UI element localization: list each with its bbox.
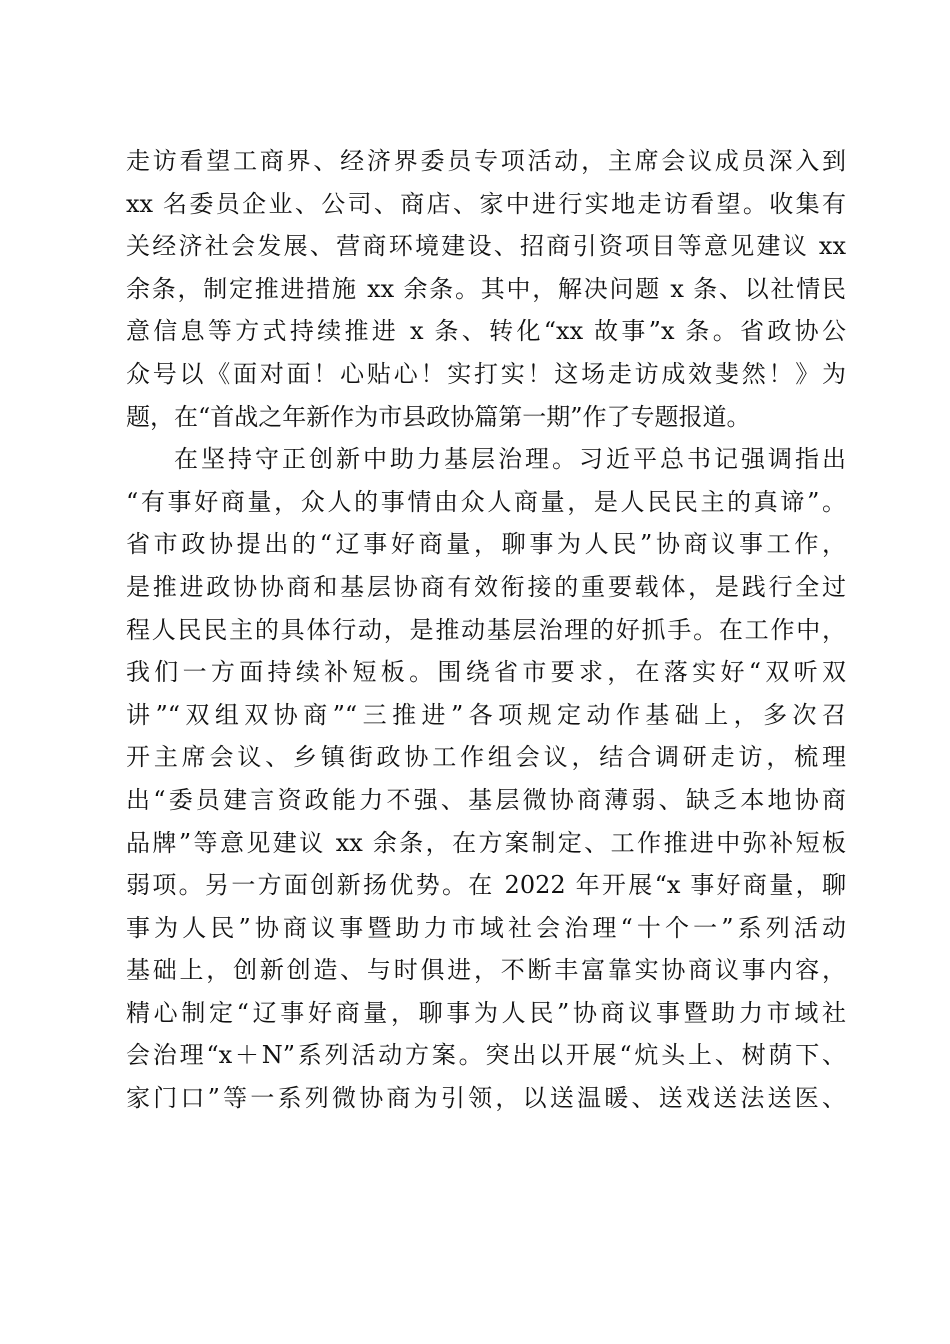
text-line-19: 事为人民”协商议事暨助力市域社会治理“十个一”系列活动 bbox=[126, 913, 846, 942]
text-line-8: 在坚持守正创新中助力基层治理。习近平总书记强调指出 bbox=[174, 445, 846, 474]
text-line-2: xx 名委员企业、公司、商店、家中进行实地走访看望。收集有 bbox=[126, 189, 846, 218]
text-line-17: 品牌”等意见建议 xx 余条，在方案制定、工作推进中弥补短板 bbox=[126, 828, 846, 857]
text-line-1: 走访看望工商界、经济界委员专项活动，主席会议成员深入到 bbox=[126, 147, 846, 175]
text-line-23: 家门口”等一系列微协商为引领，以送温暖、送戏送法送医、 bbox=[126, 1084, 846, 1113]
text-line-5: 意信息等方式持续推进 x 条、转化“xx 故事”x 条。省政协公 bbox=[126, 317, 846, 346]
text-line-10: 省市政协提出的“辽事好商量，聊事为人民”协商议事工作， bbox=[126, 530, 846, 559]
text-line-16: 出“委员建言资政能力不强、基层微协商薄弱、缺乏本地协商 bbox=[126, 785, 846, 814]
text-line-7: 题，在“首战之年新作为市县政协篇第一期”作了专题报道。 bbox=[126, 402, 751, 431]
text-line-18: 弱项。另一方面创新扬优势。在 2022 年开展“x 事好商量，聊 bbox=[126, 871, 846, 900]
text-line-3: 关经济社会发展、营商环境建设、招商引资项目等意见建议 xx bbox=[126, 232, 846, 261]
body-text bbox=[126, 140, 846, 1120]
text-line-4: 余条，制定推进措施 xx 余条。其中，解决问题 x 条、以社情民 bbox=[126, 274, 846, 303]
text-line-11: 是推进政协协商和基层协商有效衔接的重要载体，是践行全过 bbox=[126, 572, 846, 601]
text-line-13: 我们一方面持续补短板。围绕省市要求，在落实好“双听双 bbox=[126, 658, 846, 687]
text-line-20: 基础上，创新创造、与时俱进，不断丰富靠实协商议事内容， bbox=[126, 956, 846, 985]
text-line-21: 精心制定“辽事好商量，聊事为人民”协商议事暨助力市域社 bbox=[126, 998, 846, 1027]
text-line-6: 众号以《面对面！心贴心！实打实！这场走访成效斐然！》为 bbox=[126, 359, 846, 388]
text-line-14: 讲”“双组双协商”“三推进”各项规定动作基础上，多次召 bbox=[126, 700, 846, 729]
text-line-9: “有事好商量，众人的事情由众人商量，是人民民主的真谛”。 bbox=[126, 487, 846, 516]
text-line-22: 会治理“x＋N”系列活动方案。突出以开展“炕头上、树荫下、 bbox=[126, 1041, 846, 1070]
text-line-15: 开主席会议、乡镇街政协工作组会议，结合调研走访，梳理 bbox=[126, 743, 846, 772]
text-line-12: 程人民民主的具体行动，是推动基层治理的好抓手。在工作中， bbox=[126, 615, 846, 644]
